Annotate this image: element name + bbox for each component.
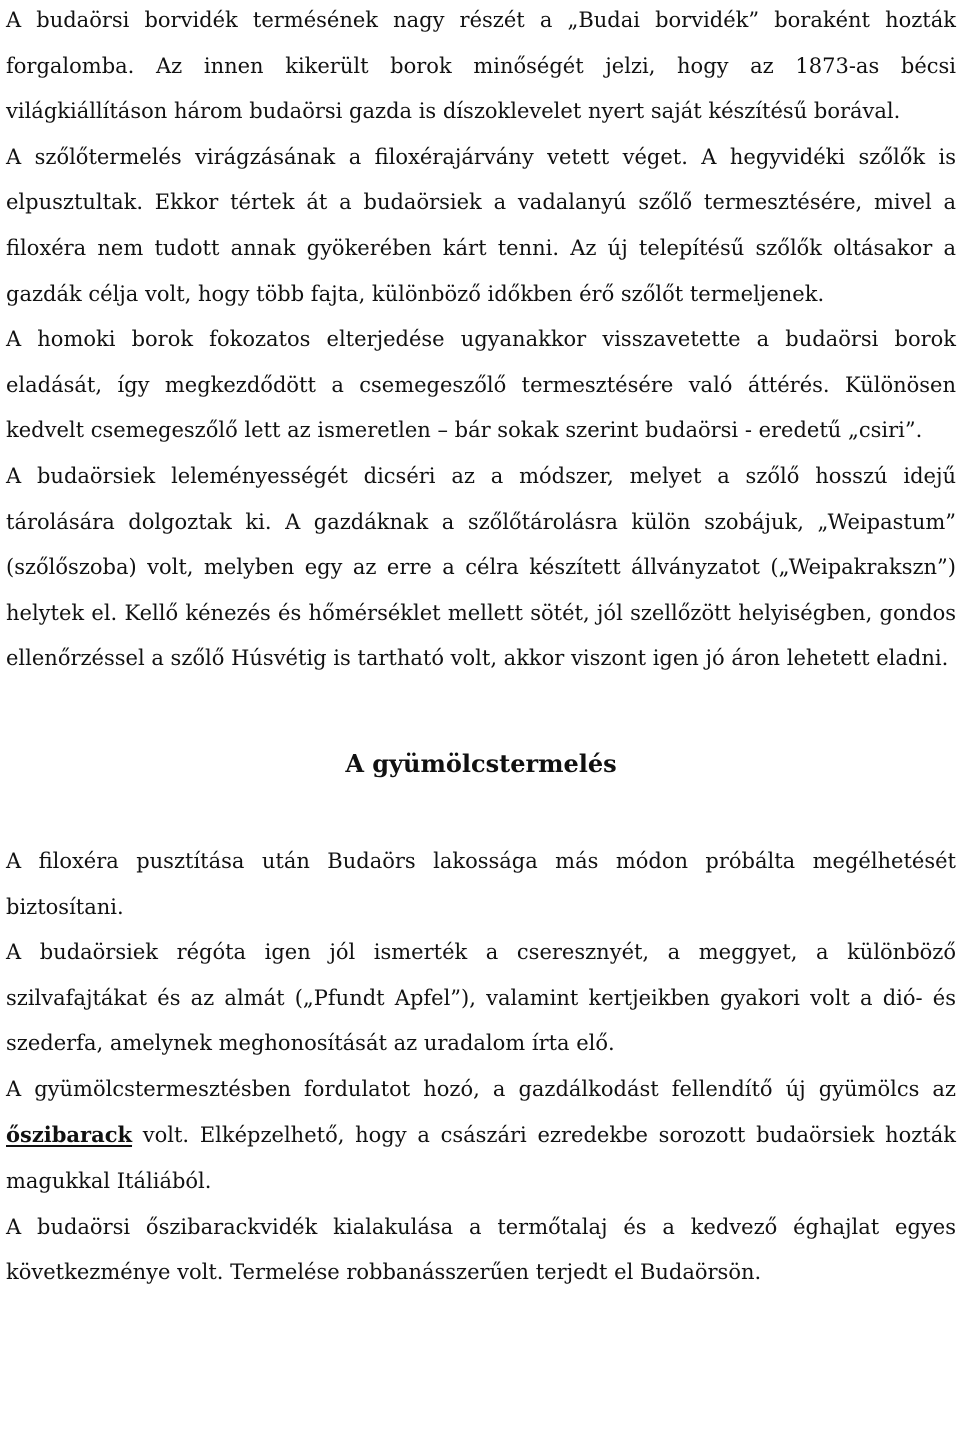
paragraph-fruit-varieties: A budaörsiek régóta igen jól ismerték a cseresznyét, a meggyet, a különböző szilvafajtákat és az almát („Pfundt Apfel”), valamint kertjeikben gyakori volt a dió- és szederfa, amelynek meghonosítását az uradalom írta elő. bbox=[6, 940, 956, 1056]
document-page bbox=[6, 0, 956, 1296]
paragraph-peach-introduction bbox=[6, 1067, 956, 1205]
paragraph-phylloxera: A szőlőtermelés virágzásának a filoxérajárvány vetett véget. A hegyvidéki szőlők is elpusztultak. Ekkor tértek át a budaörsiek a vadalanyú szőlő termesztésére, mivel a filoxéra nem tudott annak gyökerében kárt tenni. Az új telepítésű szőlők oltásakor a gazdák célja volt, hogy több fajta, különböző időkben érő szőlőt termeljenek. bbox=[6, 144, 956, 306]
paragraph-after-phylloxera: A filoxéra pusztítása után Budaörs lakossága más módon próbálta megélhetését biztosítani. bbox=[6, 848, 956, 919]
paragraph-wine-region: A budaörsi borvidék termésének nagy részét a „Budai borvidék” boraként hozták forgalomba. Az innen kikerült borok minőségét jelzi, hogy az 1873-as bécsi világkiállításon három budaörsi gazda is díszoklevelet nyert saját készítésű borával. bbox=[6, 8, 956, 124]
paragraph-grape-storage: A budaörsiek leleményességét dicséri az a módszer, melyet a szőlő hosszú idejű tárolására dolgoztak ki. A gazdáknak a szőlőtárolásra külön szobájuk, „Weipastum” (szőlőszoba) volt, melyben egy az erre a célra készített állványzatot („Weipakrakszn”) helytek el. Kellő kénezés és hőmérséklet mellett sötét, jól szellőzött helyiségben, gondos ellenőrzéssel a szőlő Húsvétig is tartható volt, akkor viszont igen jó áron lehetett eladni. bbox=[6, 463, 956, 671]
section-title-fruit-growing: A gyümölcstermelés bbox=[345, 748, 617, 778]
paragraph-table-grapes: A homoki borok fokozatos elterjedése ugyanakkor visszavetette a budaörsi borok eladását, így megkezdődött a csemegeszőlő termesztésére való áttérés. Különösen kedvelt csemegeszőlő lett az ismeretlen – bár sokak szerint budaörsi - eredetű „csiri”. bbox=[6, 327, 956, 443]
peach-emphasis: őszibarack bbox=[6, 1122, 133, 1148]
peach-text-before: A gyümölcstermesztésben fordulatot hozó, a gazdálkodást fellendítő új gyümölcs az bbox=[6, 1076, 956, 1101]
paragraph-peach-region: A budaörsi őszibarackvidék kialakulása a termőtalaj és a kedvező éghajlat egyes következménye volt. Termelése robbanásszerűen terjedt el Budaörsön. bbox=[6, 1214, 956, 1285]
peach-text-after: volt. Elképzelhető, hogy a császári ezredekbe sorozott budaörsiek hozták magukkal Itáliából. bbox=[6, 1123, 956, 1194]
